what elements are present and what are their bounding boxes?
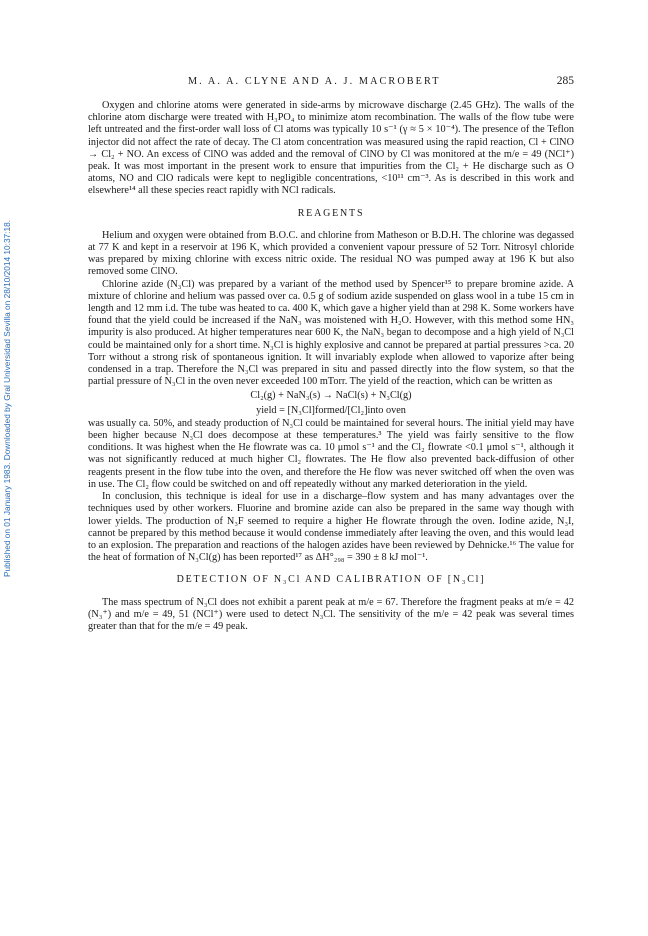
running-head-authors: M. A. A. CLYNE AND A. J. MACROBERT xyxy=(188,76,441,87)
section-heading-detection: DETECTION OF N₃Cl AND CALIBRATION OF [N₃Cl] xyxy=(176,574,486,586)
paragraph-yield: was usually ca. 50%, and steady production of N₃Cl could be maintained for several hours. The initial yield may have been higher because N₃Cl does decompose at these temperatures.³ The yield was fairly sensitive to the flow conditions. It was highest when the He flowrate was ca. 10 μmol s⁻¹ and the Cl₂ flowrate <0.1 μmol s⁻¹, although it was not significantly reduced at much higher Cl₂ flowrates. The He flow also prevented back-diffusion of other reagents present in the flow tube into the oven, and therefore the He flow was never switched off when the oven was in use. The Cl₂ flow could be switched on and off repeatedly without any marked deterioration in the yield. xyxy=(88,417,574,490)
article-body xyxy=(88,100,574,633)
equation-yield: yield = [N₃Cl]formed/[Cl₂]into oven xyxy=(256,404,406,416)
equation-reaction: Cl₂(g) + NaN₃(s) → NaCl(s) + N₃Cl(g) xyxy=(250,390,412,402)
section-heading-reagents: REAGENTS xyxy=(297,207,365,219)
paragraph-chlorine-azide-prep: Chlorine azide (N₃Cl) was prepared by a variant of the method used by Spencer¹⁵ to prepare bromine azide. A mixture of chlorine and helium was passed over ca. 0.5 g of sodium azide suspended on glass wool in a tube 15 cm in length and 12 mm i.d. The tube was heated to ca. 400 K, which gave a higher yield than at 298 K. Some workers have found that the yield could be increased if the NaN₃ was moistened with H₂O. However, with this method some HN₃ impurity is also produced. At higher temperatures near 600 K, the NaN₃ began to decompose and a high yield of N₃Cl could be maintained only for a short time. N₃Cl is highly explosive and cannot be prepared at partial pressures >ca. 20 Torr without a strong risk of spontaneous ignition. It will invariably explode when allowed to vaporize after being condensed in a trap. Therefore the N₃Cl was prepared in situ and passed directly into the flow system, so that the partial pressure of N₃Cl in the oven never exceeded 100 mTorr. The yield of the reaction, which can be written as xyxy=(88,278,574,388)
download-watermark xyxy=(2,155,18,577)
running-head xyxy=(88,76,574,92)
page-number: 285 xyxy=(556,75,574,87)
paragraph-reagent-sources: Helium and oxygen were obtained from B.O.C. and chlorine from Matheson or B.D.H. The chlorine was degassed at 77 K and kept in a reservoir at 196 K, which provided a convenient vapour pressure of 52 Torr. Nitrosyl chloride was prepared by mixing chlorine with excess nitric oxide. The residual NO was pumped away at 196 K but also removed some ClNO. xyxy=(88,229,574,278)
paragraph-mass-spectrum: The mass spectrum of N₃Cl does not exhibit a parent peak at m/e = 67. Therefore the fragment peaks at m/e = 42 (N₃⁺) and m/e = 49, 51 (NCl⁺) were used to detect N₃Cl. The sensitivity of the m/e = 42 peak was several times greater than that for the m/e = 49 peak. xyxy=(88,596,574,632)
paragraph-conclusion: In conclusion, this technique is ideal for use in a discharge–flow system and has many advantages over the techniques used by other workers. Fluorine and bromine azide can also be prepared in the same way though with lower yields. The production of N₃F seemed to require a higher He flowrate through the oven. Iodine azide, N₃I, cannot be prepared by this method because it would condense immediately after leaving the oven, and this would lead to an explosion. The preparation and reactions of the halogen azides have been reviewed by Dehnicke.¹⁶ The value for the heat of formation of N₃Cl(g) has been reported¹⁷ as ΔH°₂₉₈ = 390 ± 8 kJ mol⁻¹. xyxy=(88,491,574,564)
download-watermark-text[interactable]: Published on 01 January 1983. Downloaded by Gral Universidad Sevilla on 28/10/2014 10:37:18. xyxy=(2,219,12,577)
paragraph-discharge: Oxygen and chlorine atoms were generated in side-arms by microwave discharge (2.45 GHz). The walls of the chlorine atom discharge were treated with H₃PO₄ to minimize atom recombination. The walls of the flow tube were left untreated and the first-order wall loss of Cl atoms was typically 10 s⁻¹ (γ ≈ 5 × 10⁻⁴). The presence of the Teflon injector did not affect the rate of decay. The Cl atom concentration was measured using the rapid reaction, Cl + ClNO → Cl₂ + NO. An excess of ClNO was added and the removal of ClNO by Cl was monitored at the m/e = 49 (NCl⁺) peak. It was most important in the present work to ensure that impurities from the Cl₂ + He discharge such as O atoms, NO and ClO radicals were kept to negligible concentrations, <10¹¹ cm⁻³. As is described in this work and elsewhere¹⁴ all these species react rapidly with NCl radicals. xyxy=(88,100,574,197)
